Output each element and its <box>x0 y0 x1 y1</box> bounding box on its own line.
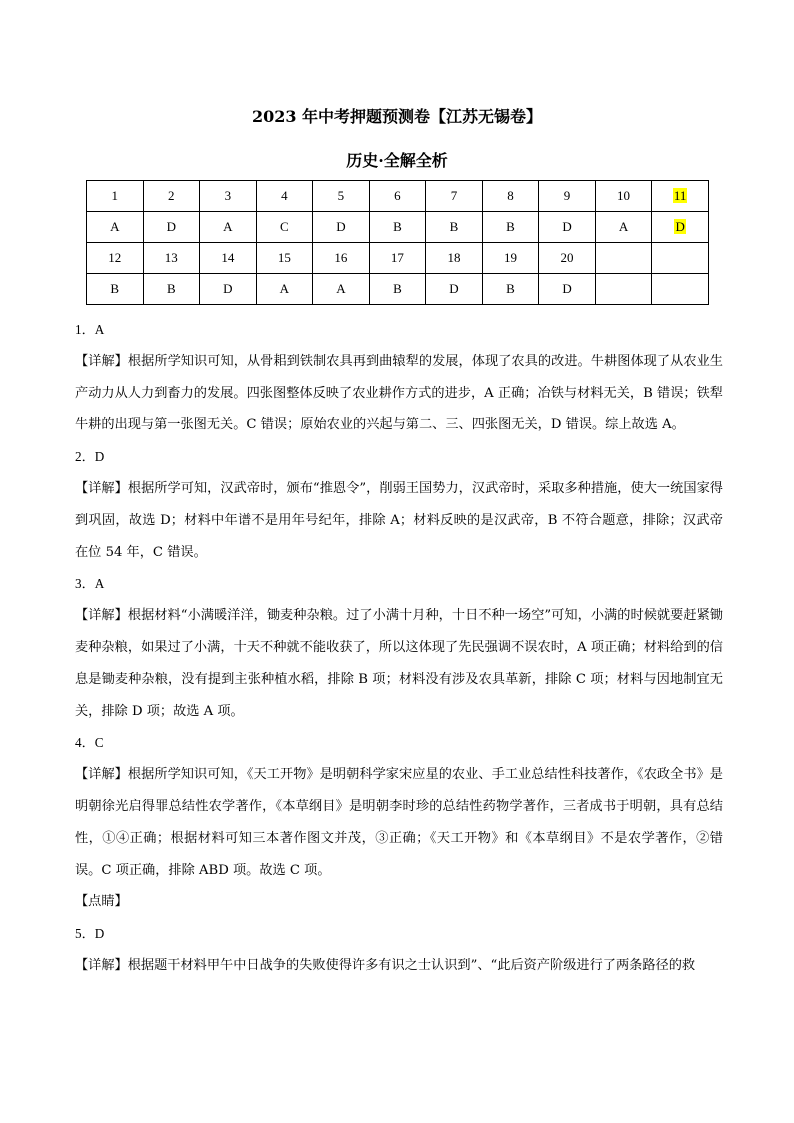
table-cell: A <box>256 274 313 305</box>
table-cell: D <box>539 274 596 305</box>
table-cell <box>595 243 652 274</box>
table-cell: 9 <box>539 181 596 212</box>
question-5-explanation: 【详解】根据题干材料甲午中日战争的失败使得许多有识之士认识到”、“此后资产阶级进行了两条路径的救 <box>75 957 696 973</box>
table-cell: 3 <box>200 181 257 212</box>
table-cell: B <box>369 274 426 305</box>
table-cell <box>652 274 709 305</box>
table-cell: A <box>313 274 370 305</box>
table-cell: 14 <box>200 243 257 274</box>
answer-explanations <box>75 314 723 982</box>
question-1-answer: 1．A <box>75 322 105 337</box>
question-4-explanation: 【详解】根据所学知识可知，《天工开物》是明朝科学家宋应星的农业、手工业总结性科技著作，《农政全书》是明朝徐光启得罪总结性农学著作，《本草纲目》是明朝李时珍的总结性药物学著作，三者成书于明朝，具有总结性，①④正确；根据材料可知三本著作图文并茂，③正确；《天工开物》和《本草纲目》不是农学著作，②错误。C 项正确，排除 ABD 项。故选 C 项。 <box>75 767 723 878</box>
table-cell-highlighted <box>652 212 709 243</box>
table-cell: A <box>595 212 652 243</box>
table-cell: B <box>143 274 200 305</box>
table-cell: B <box>426 212 483 243</box>
table-row <box>87 243 709 274</box>
question-2-answer: 2．D <box>75 449 105 465</box>
table-cell: 6 <box>369 181 426 212</box>
question-4-answer: 4．C <box>75 735 104 751</box>
table-cell: B <box>482 212 539 243</box>
table-cell: B <box>482 274 539 305</box>
table-cell: D <box>143 212 200 243</box>
table-cell: D <box>200 274 257 305</box>
table-cell: 4 <box>256 181 313 212</box>
table-cell: A <box>87 212 144 243</box>
table-cell: 5 <box>313 181 370 212</box>
question-3-explanation: 【详解】根据材料“小满暖洋洋，锄麦种杂粮。过了小满十月种，十日不种一场空”可知，小满的时候就要赶紧锄麦种杂粮，如果过了小满，十天不种就不能收获了，所以这体现了先民强调不误农时，A 项正确；材料给到的信息是锄麦种杂粮，没有提到主张种植水稻，排除 B 项；材料没有涉及农具革新，排除 C 项；材料与因地制宜无关，排除 D 项；故选 A 项。 <box>75 608 723 719</box>
table-row <box>87 181 709 212</box>
document-subtitle: 历史·全解全析 <box>346 151 448 170</box>
table-cell: D <box>426 274 483 305</box>
question-3-answer: 3．A <box>75 576 105 592</box>
answer-table <box>86 180 709 305</box>
table-cell: 15 <box>256 243 313 274</box>
table-cell: 7 <box>426 181 483 212</box>
document-title: 2023 年中考押题预测卷【江苏无锡卷】 <box>251 107 543 126</box>
table-cell: B <box>369 212 426 243</box>
question-1-explanation: 【详解】根据所学知识可知，从骨耜到铁制农具再到曲辕犁的发展，体现了农具的改进。牛耕图体现了从农业生产动力从人力到畜力的发展。四张图整体反映了农业耕作方式的进步，A 正确；冶铁与材料无关，B 错误；铁犁牛耕的出现与第一张图无关。C 错误；原始农业的兴起与第二、三、四张图无关，D 错误。综上故选 A。 <box>75 353 723 433</box>
table-cell: D <box>539 212 596 243</box>
table-cell: 19 <box>482 243 539 274</box>
table-cell: C <box>256 212 313 243</box>
table-cell: 12 <box>87 243 144 274</box>
question-4-note-label: 【点睛】 <box>75 894 128 910</box>
table-cell: B <box>87 274 144 305</box>
highlighted-text: 11 <box>673 188 687 203</box>
table-cell: 17 <box>369 243 426 274</box>
table-cell: 20 <box>539 243 596 274</box>
table-row <box>87 274 709 305</box>
table-row <box>87 212 709 243</box>
table-cell: 8 <box>482 181 539 212</box>
table-cell: A <box>200 212 257 243</box>
table-cell: 2 <box>143 181 200 212</box>
highlighted-text: D <box>675 219 685 234</box>
question-2-explanation: 【详解】根据所学可知，汉武帝时，颁布“推恩令”，削弱王国势力，汉武帝时，采取多种措施，使大一统国家得到巩固，故选 D；材料中年谱不是用年号纪年，排除 A；材料反映的是汉武帝，B 不符合题意，排除；汉武帝在位 54 年，C 错误。 <box>75 480 723 560</box>
table-cell: D <box>313 212 370 243</box>
table-cell <box>652 243 709 274</box>
table-cell: 1 <box>87 181 144 212</box>
table-cell: 18 <box>426 243 483 274</box>
table-cell: 10 <box>595 181 652 212</box>
table-cell <box>595 274 652 305</box>
table-cell: 13 <box>143 243 200 274</box>
question-5-answer: 5．D <box>75 926 105 942</box>
table-cell-highlighted <box>652 181 709 212</box>
table-cell: 16 <box>313 243 370 274</box>
